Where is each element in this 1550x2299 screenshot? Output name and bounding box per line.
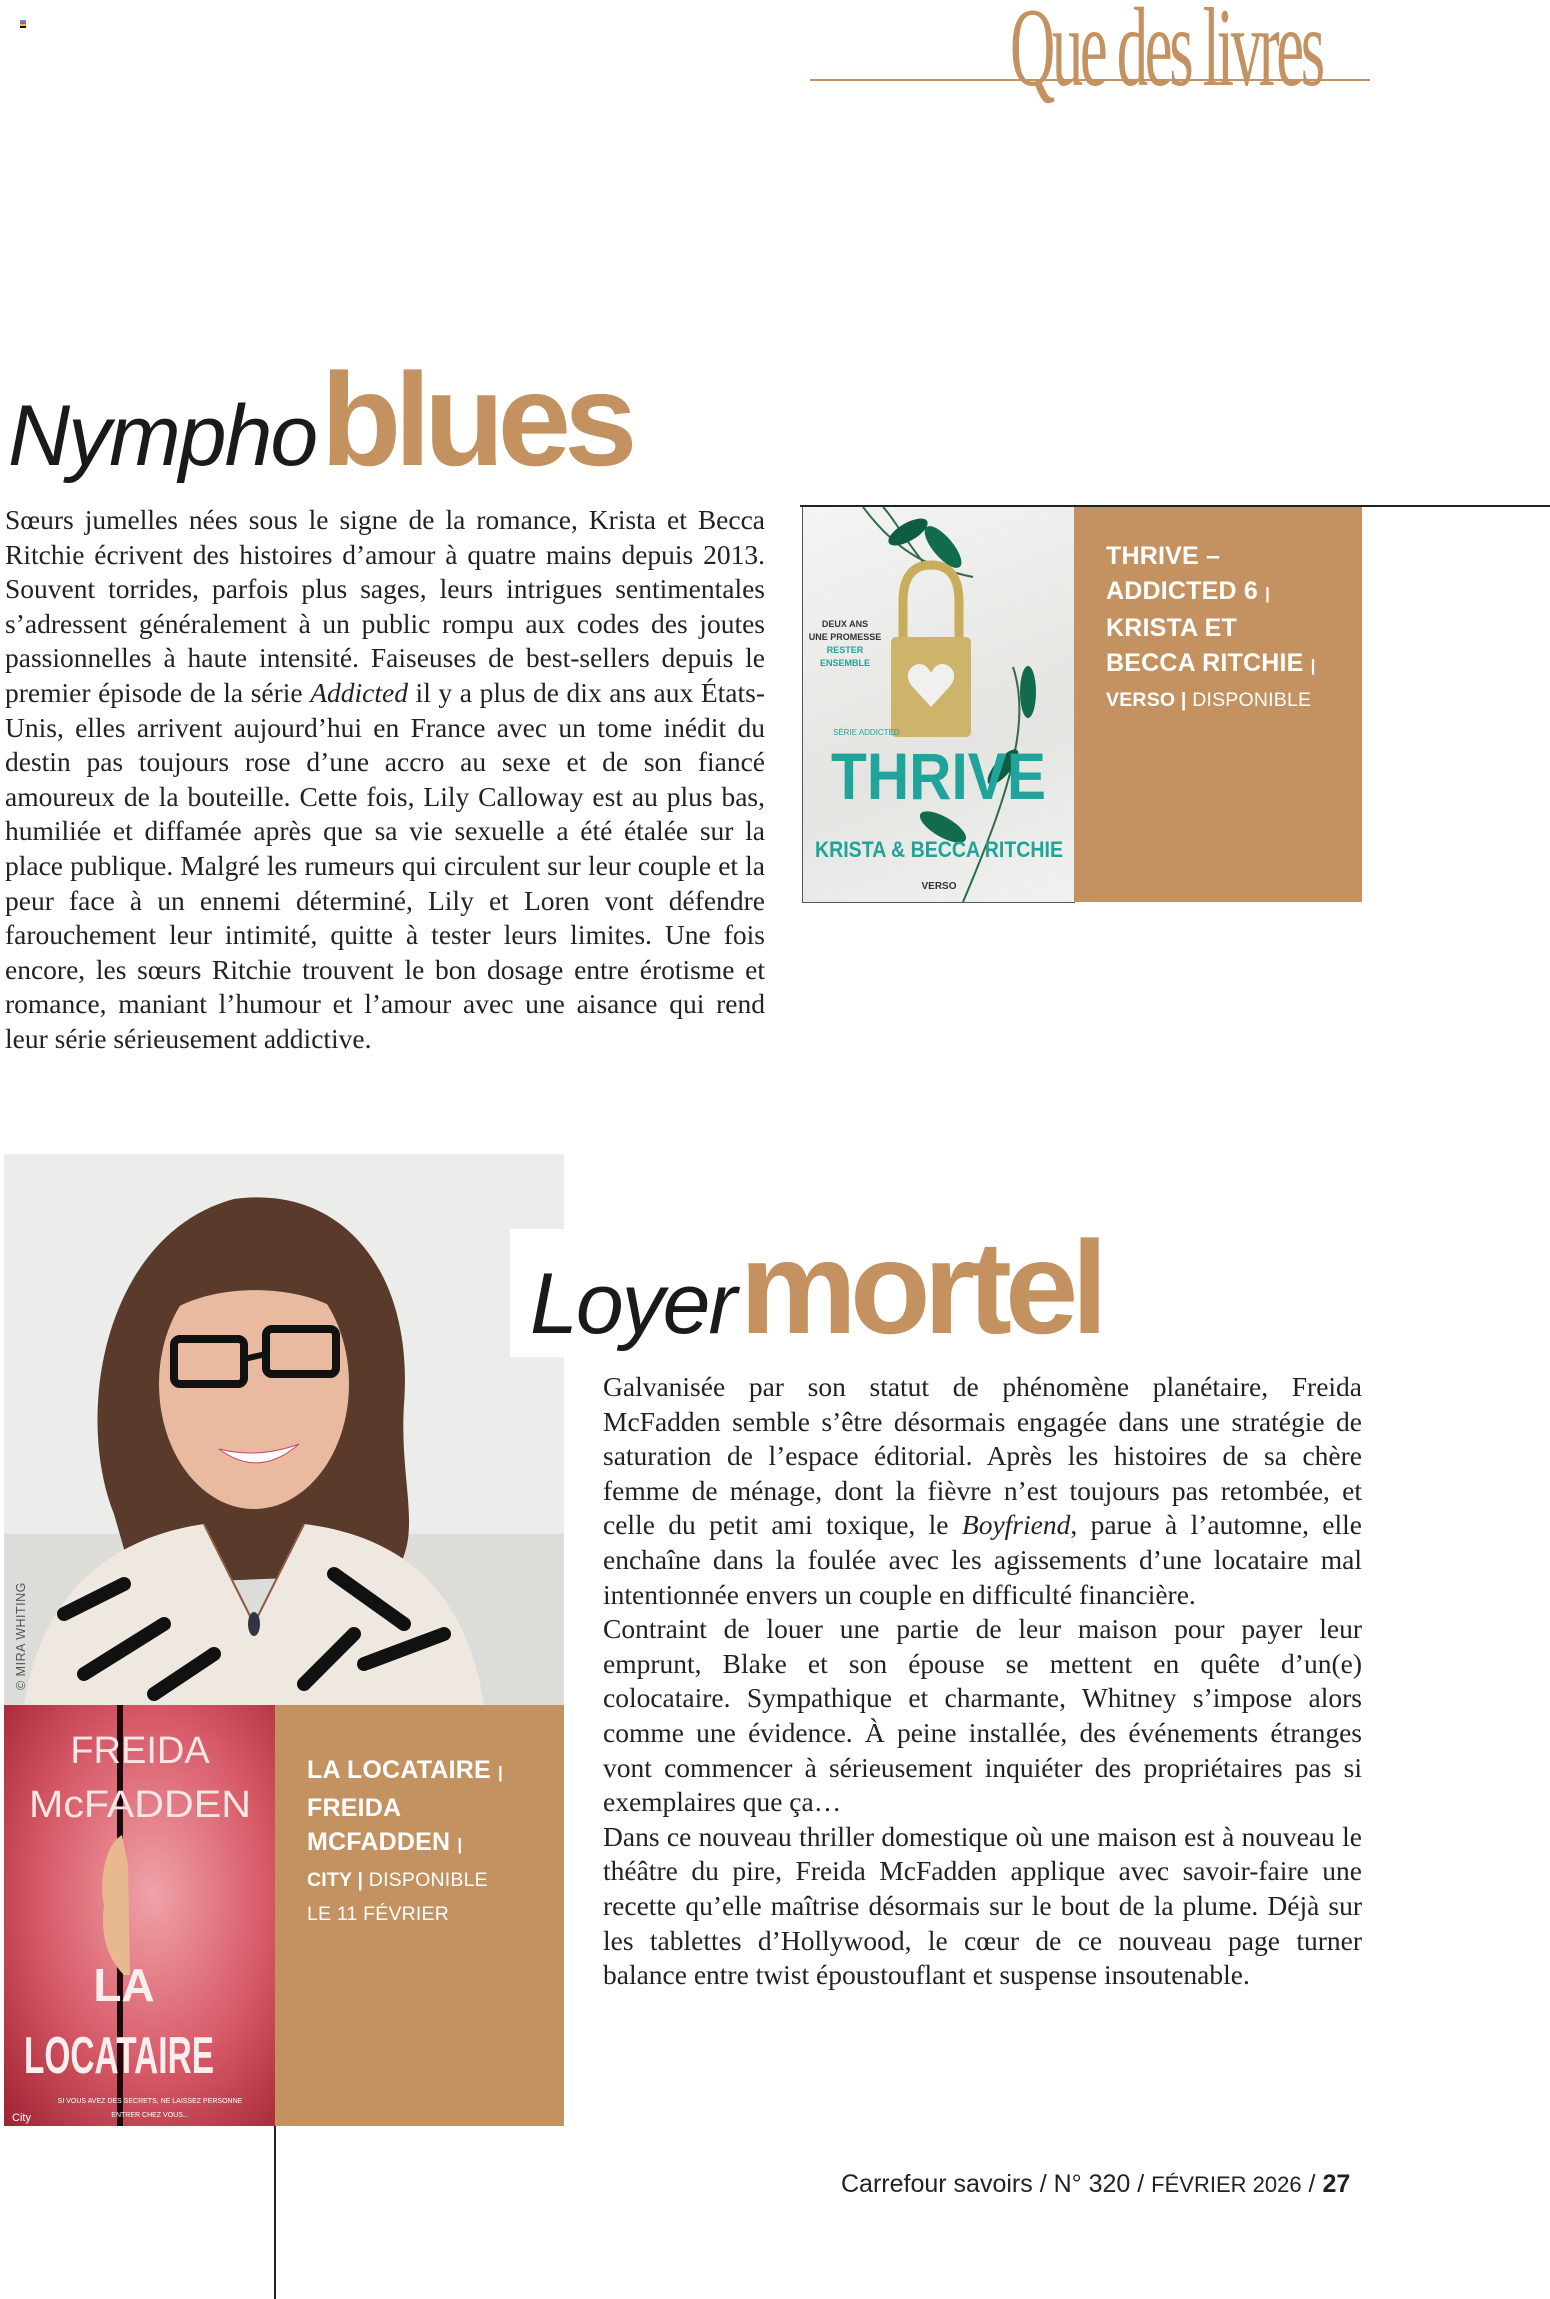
section-title: Que des livres xyxy=(1010,0,1322,110)
book-release-date: LE 11 FÉVRIER xyxy=(307,1902,450,1925)
article1-body xyxy=(5,503,765,1057)
article1-title-light: Nympho xyxy=(8,388,317,484)
author-portrait-illustration xyxy=(4,1154,564,1705)
svg-text:VERSO: VERSO xyxy=(921,881,957,892)
svg-text:City: City xyxy=(12,2112,31,2124)
door-hand-illustration xyxy=(4,1705,275,2126)
thrive-book-cover xyxy=(802,507,1075,903)
article2-paragraph: Contraint de louer une partie de leur maison pour payer leur emprunt, Blake et son épouse se mettent en quête d’un(e) colocataire. Sympathique et charmante, Whitney s’impose alors comme une évidence. À peine installée, des événements étranges vont commencer à sérieusement inquiéter des propriétaires pas si exemplaires que ça… xyxy=(603,1613,1362,1818)
svg-text:LOCATAIRE: LOCATAIRE xyxy=(24,2027,215,2085)
book-title: LA LOCATAIRE | xyxy=(307,1756,503,1784)
book-title: THRIVE – xyxy=(1106,542,1221,570)
article2-paragraph: Galvanisée par son statut de phénomène planétaire, Freida McFadden semble s’être désormais engagée dans une stratégie de saturation de l’espace éditorial. Après les histoires de sa chère femme de ménage, dont la fièvre n’est toujours pas retombée, et celle du petit ami toxique, le Boyfriend, parue à l’automne, elle enchaîne dans la foulée avec les agissements d’une locataire mal intentionnée envers un couple en difficulté financière. xyxy=(603,1371,1362,1610)
svg-text:FREIDA: FREIDA xyxy=(70,1730,210,1772)
magazine-name: Carrefour savoirs xyxy=(841,2170,1033,2198)
book-author: FREIDA xyxy=(307,1793,402,1822)
issue-number: N° 320 xyxy=(1053,2170,1131,2198)
cover-tagline: DEUX ANS xyxy=(821,619,869,629)
svg-text:ENTRER CHEZ VOUS...: ENTRER CHEZ VOUS... xyxy=(111,2112,189,2119)
svg-text:ENSEMBLE: ENSEMBLE xyxy=(819,658,871,668)
article1-title-bold: blues xyxy=(320,346,631,493)
article2-paragraph: Dans ce nouveau thriller domestique où une maison est à nouveau le théâtre du pire, Freida McFadden applique avec savoir-faire une recette qu’elle maîtrise désormais sur le bout de la plume. Déjà sur les tablettes d’Hollywood, le cœur de ce nouveau page turner balance entre twist époustouflant et suspense insoutenable. xyxy=(603,1820,1362,1991)
svg-text:LA: LA xyxy=(93,1959,155,2011)
article2-heading xyxy=(530,1214,1102,1361)
photo-credit: © MIRA WHITING xyxy=(14,1582,28,1690)
la-locataire-book-info: LA LOCATAIRE | FREIDA MCFADDEN | CITY | DISPONIBLE LE 11 FÉVRIER xyxy=(275,1705,564,2126)
svg-text:RESTER: RESTER xyxy=(826,645,864,655)
book-publisher-availability: VERSO | DISPONIBLE xyxy=(1106,689,1312,711)
print-color-marks xyxy=(20,20,26,28)
page-number: 27 xyxy=(1322,2170,1351,2198)
article1-heading xyxy=(8,346,631,493)
svg-text:KRISTA & BECCA RITCHIE: KRISTA & BECCA RITCHIE xyxy=(815,837,1063,862)
thrive-book-info: THRIVE – ADDICTED 6 | KRISTA ET BECCA RITCHIE | VERSO | DISPONIBLE xyxy=(1074,507,1362,902)
book-publisher-availability: CITY | DISPONIBLE xyxy=(307,1868,488,1891)
article1-paragraph: Sœurs jumelles nées sous le signe de la romance, Krista et Becca Ritchie écrivent des histoires d’amour à quatre mains depuis 2013. Souvent torrides, parfois plus sages, leurs intrigues sentimentales s’adressent généralement à un public rompu aux codes des joutes passionnelles à haute intensité. Faiseuses de best-sellers depuis le premier épisode de la série Addicted il y a plus de dix ans aux États-Unis, elles arrivent aujourd’hui en France avec un tome inédit du destin pas toujours rose d’une accro au sexe et de son fiancé amoureux de la bouteille. Cette fois, Lily Calloway est au plus bas, humiliée et diffamée après que sa vie sexuelle a été étalée sur la place publique. Malgré les rumeurs qui circulent sur leur couple et la peur face à un ennemi déterminé, Lily et Loren vont défendre farouchement leur intimité, quitte à tester leurs limites. Une fois encore, les sœurs Ritchie trouvent le bon dosage entre érotisme et romance, maniant l’humour et l’amour avec une aisance qui rend leur série sérieusement addictive. xyxy=(5,504,765,1054)
article2-title-bold: mortel xyxy=(739,1214,1102,1361)
padlock-leaves-illustration xyxy=(803,507,1075,902)
la-locataire-book-cover xyxy=(4,1705,275,2126)
cover-title: THRIVE xyxy=(831,739,1046,813)
author-photo xyxy=(4,1154,564,1705)
svg-text:UNE PROMESSE: UNE PROMESSE xyxy=(808,632,882,642)
article2-title-light: Loyer xyxy=(530,1256,736,1352)
svg-text:SÉRIE ADDICTED: SÉRIE ADDICTED xyxy=(833,728,900,737)
svg-text:McFADDEN: McFADDEN xyxy=(29,1784,251,1826)
column-divider xyxy=(274,2126,276,2299)
issue-date: FÉVRIER 2026 xyxy=(1151,2172,1302,2197)
svg-text:SI VOUS AVEZ DES SECRETS, NE L: SI VOUS AVEZ DES SECRETS, NE LAISSEZ PERSONNE xyxy=(57,2098,243,2105)
article2-body xyxy=(603,1370,1362,1993)
book-author: KRISTA ET xyxy=(1106,614,1237,642)
page-footer: Carrefour savoirs / N° 320 / FÉVRIER 2026 / 27 xyxy=(841,2170,1351,2198)
